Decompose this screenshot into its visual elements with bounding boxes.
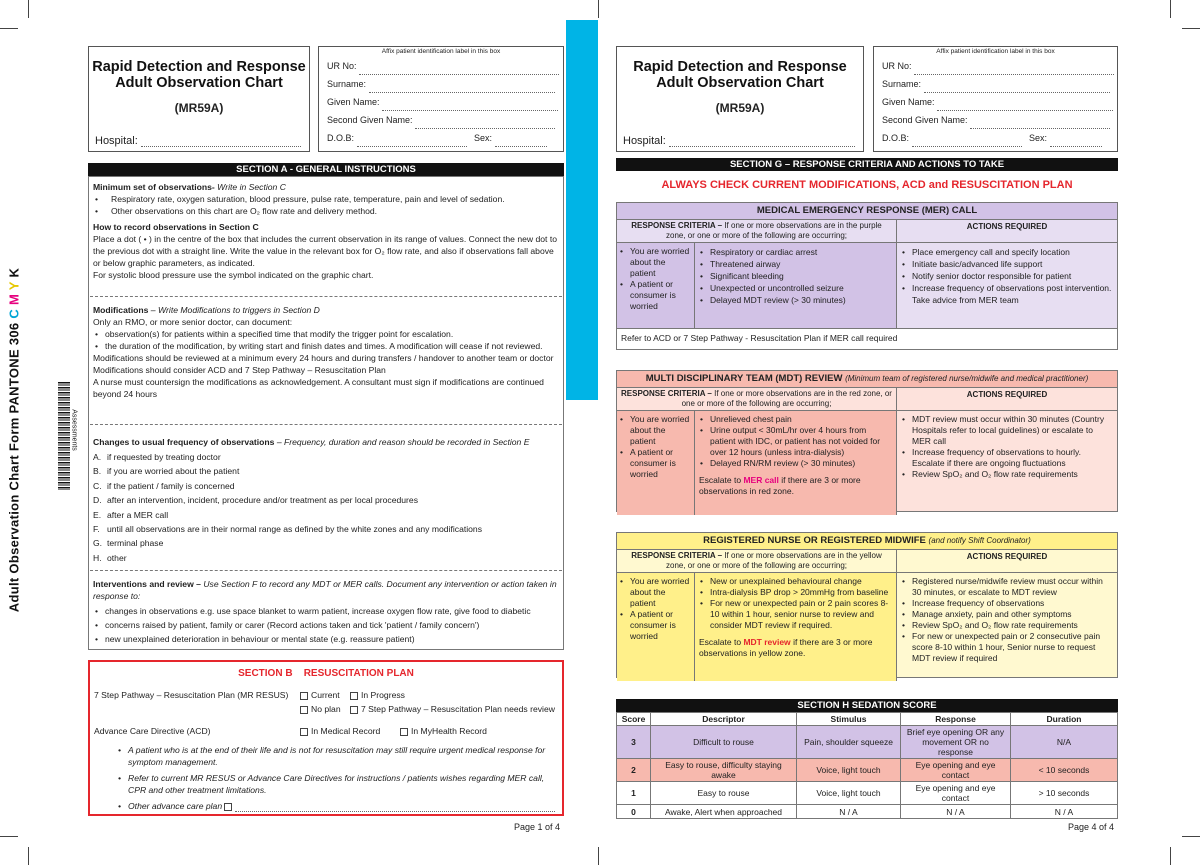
- ur-field-right[interactable]: [914, 67, 1114, 75]
- ur-field[interactable]: [359, 67, 559, 75]
- page-number-left: Page 1 of 4: [514, 822, 561, 832]
- rn-table: REGISTERED NURSE OR REGISTERED MIDWIFE (and notify Shift Coordinator) RESPONSE CRITERIA – If one or more observations are in the yellow zone, or one or more of the following are occurring; ACTIONS REQUIRED • You are worried about the patient • A patient or consumer is worried • New or unexplained behavioural change • Intra-dialysis BP drop > 20mmHg from baseline • For new or unexpected pain or 2 pain scores 8-10 within 1 hour, senior nurse to review and consider MDT review if required. Escalate to MDT review if there are 3 or more observations in yellow zone. • Registered nurse/midwife review must occur within 30 minutes, or escalate to MDT review • Increase frequency of observations • Manage anxiety, pain and other symptoms • Review SpO₂ and O₂ flow rate requirements • For new or unexpected pain or 2 consecutive pain score 8-10 within 1 hour, Senior nurse to request MDT review if required: [616, 532, 1118, 678]
- dob-label: D.O.B:: [327, 133, 355, 143]
- section-b-box: SECTION B RESUSCITATION PLAN 7 Step Pathway – Resuscitation Plan (MR RESUS) Current In Progress No plan 7 Step Pathway – Resuscitation Plan needs review Advance Care Directive (ACD) In Medical Record In MyHealth Record • A patient who is at the end of their life and is not for resuscitation may still require urgent medical response for symptom management. • Refer to current MR RESUS or Advance Care Directives for instructions / patients wishes regarding MER call, CPR and other treatment limitations. • Other advance care plan: [88, 660, 564, 816]
- modifications-content: Modifications – Write Modifications to triggers in Section D Only an RMO, or more senior doctor, can document: • observation(s) for patients within a specified time that modify the trigger point for escalation. • the duration of the modification, by writing start and finish dates and times. A modification will cease if not reviewed. Modifications should be reviewed at a minimum every 24 hours and during transfers / handover to another team or doctor Modifications should consider ACD and 7 Step Pathway – Resuscitation Plan A nurse must countersign the modifications as acknowledgement. A consultant must sign if modifications are continued beyond 24 hours: [93, 304, 555, 400]
- sex-field-right[interactable]: [1050, 139, 1102, 147]
- given-name-label: Given Name:: [327, 97, 380, 107]
- surname-field[interactable]: [369, 85, 555, 93]
- patient-id-box[interactable]: [318, 46, 564, 152]
- dob-field-right[interactable]: [912, 139, 1022, 147]
- spine-title: Adult Observation Chart Form PANTONE 306 C M Y K: [6, 267, 22, 613]
- how-title: How to record observations in Section C: [93, 222, 259, 232]
- hospital-field[interactable]: [141, 139, 301, 147]
- mdt-header: MULTI DISCIPLINARY TEAM (MDT) REVIEW (Minimum team of registered nurse/midwife and medical practitioner): [617, 371, 1117, 388]
- min-item: • Respiratory rate, oxygen saturation, blood pressure, pulse rate, temperature, pain and level of sedation.: [93, 193, 561, 205]
- opt-in-medical-record[interactable]: In Medical Record: [300, 724, 400, 738]
- chart-code: (MR59A): [174, 101, 224, 115]
- frequency-content: Changes to usual frequency of observations – Frequency, duration and reason should be recorded in Section E A. if requested by treating doctor B. if you are worried about the patient C. if the patient / family is concerned D. after an intervention, incident, procedure and/or treatment as per local procedures E. after a MER call F. until all observations are in their normal range as defined by the white zones and any modifications G. terminal phase H. other: [93, 437, 530, 563]
- ur-label: UR No:: [327, 61, 357, 71]
- chart-title-line2: Adult Observation Chart: [115, 75, 283, 91]
- acd-label: Advance Care Directive (ACD): [94, 726, 211, 736]
- min-item: • Other observations on this chart are O₂ flow rate and delivery method.: [93, 205, 561, 217]
- checkbox[interactable]: [224, 803, 232, 811]
- checkbox[interactable]: [300, 706, 308, 714]
- always-check-banner: ALWAYS CHECK CURRENT MODIFICATIONS, ACD and RESUSCITATION PLAN: [661, 179, 1073, 191]
- page-number-right: Page 4 of 4: [1068, 822, 1115, 832]
- second-given-field[interactable]: [415, 121, 555, 129]
- given-name-field[interactable]: [382, 103, 558, 111]
- mer-refer: Refer to ACD or 7 Step Pathway - Resuscitation Plan if MER call required: [617, 329, 1117, 349]
- checkbox[interactable]: [350, 706, 358, 714]
- affix-label: Affix patient identification label in this box: [381, 48, 501, 55]
- mer-header: MEDICAL EMERGENCY RESPONSE (MER) CALL: [617, 203, 1117, 220]
- section-g-header: SECTION G – RESPONSE CRITERIA AND ACTIONS TO TAKE: [616, 158, 1118, 171]
- checkbox[interactable]: [300, 692, 308, 700]
- hospital-field-right[interactable]: [669, 139, 855, 147]
- rn-header: REGISTERED NURSE OR REGISTERED MIDWIFE (and notify Shift Coordinator): [617, 533, 1117, 550]
- how-text: Place a dot ( • ) in the centre of the box that includes the current observation in its range of values. Connect the new dot to the previous dot with a straight line. Write the value in the relevant box for O₂ flow rate, and also if observations fall above or below graphic parameters, as indicated.: [93, 234, 557, 268]
- cyan-registration-bar: [566, 20, 598, 400]
- mer-table: MEDICAL EMERGENCY RESPONSE (MER) CALL RESPONSE CRITERIA – If one or more observations are in the purple zone, or one or more of the following are occurring; ACTIONS REQUIRED • You are worried about the patient • A patient or consumer is worried • Respiratory or cardiac arrest • Threatened airway • Significant bleeding • Unexpected or uncontrolled seizure • Delayed MDT review (> 30 minutes) • Place emergency call and specify location • Initiate basic/advanced life support • Notify senior doctor responsible for patient • Increase frequency of observations post intervention. Take advice from MER team Refer to ACD or 7 Step Pathway - Resuscitation Plan if MER call required: [616, 202, 1118, 350]
- opt-no-plan[interactable]: No plan: [300, 702, 350, 716]
- checkbox[interactable]: [350, 692, 358, 700]
- opt-current[interactable]: Current: [300, 688, 350, 702]
- surname-label: Surname:: [327, 79, 367, 89]
- sex-label: Sex:: [474, 133, 493, 143]
- opt-in-myhealth-record[interactable]: In MyHealth Record: [400, 724, 487, 738]
- table-row: 0 Awake, Alert when approached N / A N / A N / A: [617, 805, 1118, 819]
- chart-title-box-right: Rapid Detection and Response Adult Observation Chart (MR59A) Hospital:: [616, 46, 864, 152]
- pathway-label: 7 Step Pathway – Resuscitation Plan (MR RESUS): [94, 690, 289, 700]
- second-given-field-right[interactable]: [970, 121, 1110, 129]
- section-b-title: RESUSCITATION PLAN: [303, 668, 414, 679]
- table-row: 2 Easy to rouse, difficulty staying awake Voice, light touch Eye opening and eye contact < 10 seconds: [617, 759, 1118, 782]
- table-row: 1 Easy to rouse Voice, light touch Eye opening and eye contact > 10 seconds: [617, 782, 1118, 805]
- other-plan-field[interactable]: [235, 804, 555, 812]
- sedation-table: Score Descriptor Stimulus Response Duration 3 Difficult to rouse Pain, shoulder squeeze Brief eye opening OR any movement OR no response N/A 2 Easy to rouse, difficulty staying awake Voice, light touch Eye opening and eye contact < 10 seconds 1 Easy to rouse Voice, light touch Eye opening and eye contact > 10 seconds 0 Awake, Alert when approached N / A N / A N / A: [616, 712, 1118, 819]
- hospital-label: Hospital:: [95, 135, 138, 147]
- section-a-header: SECTION A - GENERAL INSTRUCTIONS: [88, 163, 564, 176]
- how-text2: For systolic blood pressure use the symbol indicated on the graphic chart.: [93, 270, 374, 280]
- dob-field[interactable]: [357, 139, 467, 147]
- chart-title-line1: Rapid Detection and Response: [92, 59, 306, 75]
- checkbox[interactable]: [300, 728, 308, 736]
- given-name-field-right[interactable]: [937, 103, 1113, 111]
- checkbox[interactable]: [400, 728, 408, 736]
- interventions-content: Interventions and review – Use Section F to record any MDT or MER calls. Document any intervention or action taken in response to: • changes in observations e.g. use space blanket to warm patient, increase oxygen flow rate, give food to diabetic • concerns raised by patient, family or carer (Record actions taken and tick 'patient / family concern') • new unexplained deterioration in behaviour or mental state (e.g. reassure patient): [93, 578, 561, 646]
- section-a-content: Minimum set of observations- Write in Section C • Respiratory rate, oxygen saturation, blood pressure, pulse rate, temperature, pain and level of sedation. • Other observations on this chart are O₂ flow rate and delivery method. How to record observations in Section C Place a dot ( • ) in the centre of the box that includes the current observation in its range of values. Connect the new dot to the previous dot with a straight line. Write the value in the relevant box for O₂ flow rate, and also if observations fall above or below graphic parameters, as indicated. For systolic blood pressure use the symbol indicated on the graphic chart.: [93, 181, 561, 281]
- second-given-label: Second Given Name:: [327, 115, 413, 125]
- opt-needs-review[interactable]: 7 Step Pathway – Resuscitation Plan needs review: [350, 702, 555, 716]
- barcode: [58, 382, 70, 490]
- surname-field-right[interactable]: [924, 85, 1110, 93]
- chart-title-box: [88, 46, 310, 152]
- assessments-label: Assessments: [70, 409, 78, 451]
- opt-in-progress[interactable]: In Progress: [350, 688, 405, 702]
- patient-id-box-right[interactable]: Affix patient identification label in this box UR No: Surname: Given Name: Second Given Name: D.O.B: Sex:: [873, 46, 1118, 152]
- table-row: 3 Difficult to rouse Pain, shoulder squeeze Brief eye opening OR any movement OR no response N/A: [617, 726, 1118, 759]
- mdt-table: MULTI DISCIPLINARY TEAM (MDT) REVIEW (Minimum team of registered nurse/midwife and medical practitioner) RESPONSE CRITERIA – If one or more observations are in the red zone, or one or more of the following are occurring; ACTIONS REQUIRED • You are worried about the patient • A patient or consumer is worried • Unrelieved chest pain • Urine output < 30mL/hr over 4 hours from patient with IDC, or patient has not voided for over 12 hours (unless intra-dialysis) • Delayed RN/RM review (> 30 minutes) Escalate to MER call if there are 3 or more observations in red zone. • MDT review must occur within 30 minutes (Country Hospitals refer to local guidelines) or escalate to MER call • Increase frequency of observations to hourly. Escalate if there are ongoing fluctuations • Review SpO₂ and O₂ flow rate requirements: [616, 370, 1118, 512]
- section-h-header: SECTION H SEDATION SCORE: [616, 699, 1118, 712]
- section-b-label: SECTION B: [238, 668, 293, 679]
- sex-field[interactable]: [495, 139, 547, 147]
